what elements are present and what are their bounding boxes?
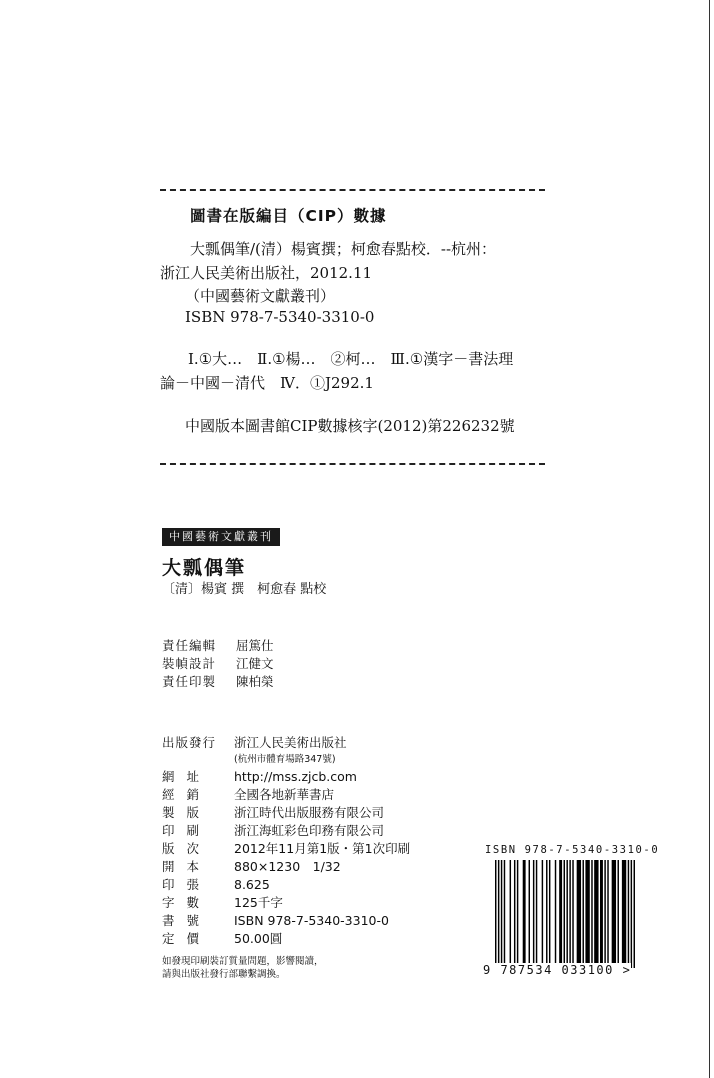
credit-value: 屈篤仕 [236, 638, 274, 653]
barcode-bar [583, 860, 584, 968]
barcode-bar [555, 860, 556, 968]
pub-detail-value: ISBN 978-7-5340-3310-0 [234, 913, 389, 928]
barcode-bar [498, 860, 499, 968]
barcode-bar [591, 860, 592, 968]
barcode-bar [618, 860, 619, 968]
barcode-bar [523, 860, 526, 968]
publisher-label: 出版發行 [162, 735, 217, 750]
pub-detail-row [162, 929, 282, 947]
notice-line: 請與出版社發行部聯繫調換。 [162, 969, 286, 980]
series-label: 中國藝術文獻叢刊 [162, 528, 280, 546]
credit-row [162, 672, 274, 690]
barcode-bar [529, 860, 530, 968]
barcode-bar [594, 860, 598, 968]
barcode-bar [572, 860, 573, 968]
cip-line-2: 浙江人民美術出版社，2012.11 [160, 264, 373, 282]
quality-notice [162, 955, 324, 981]
pub-detail-row [162, 893, 283, 911]
pub-detail-value: 125千字 [234, 895, 283, 910]
cip-line-4: ISBN 978-7-5340-3310-0 [185, 308, 375, 326]
cip-line-5: Ⅰ.①大… Ⅱ.①楊… ②柯… Ⅲ.①漢字－書法理 [188, 350, 514, 368]
pub-detail-label: 印刷 [162, 823, 212, 838]
barcode-graphic [495, 860, 635, 968]
pub-detail-row [162, 875, 270, 893]
pub-detail-label: 書號 [162, 913, 212, 928]
pub-detail-label: 定價 [162, 931, 212, 946]
barcode-bar [533, 860, 534, 968]
page-edge-line [709, 0, 710, 1078]
credit-row [162, 636, 274, 654]
barcode-digits: 9 787534 033100 > [483, 963, 632, 977]
credit-label: 責任印製 [162, 674, 217, 689]
cip-line-6: 論－中國－清代 Ⅳ．①J292.1 [160, 374, 374, 392]
barcode-bar [634, 860, 635, 968]
credit-value: 陳柏榮 [236, 674, 274, 689]
pub-detail-row [162, 839, 410, 857]
pub-detail-row [162, 767, 357, 785]
pub-detail-value: 浙江海虹彩色印務有限公司 [234, 823, 385, 838]
barcode-bar [622, 860, 626, 968]
pub-detail-label: 經銷 [162, 787, 212, 802]
pub-detail-label: 開本 [162, 859, 212, 874]
pub-detail-value: 880×1230 1/32 [234, 859, 341, 874]
barcode-bar [542, 860, 543, 968]
pub-detail-row [162, 803, 384, 821]
barcode-bar [546, 860, 547, 968]
barcode-bar [495, 860, 496, 968]
pub-detail-label: 製版 [162, 805, 212, 820]
credit-row [162, 654, 274, 672]
pub-detail-value: 浙江時代出版服務有限公司 [234, 805, 385, 820]
pub-detail-row [162, 857, 341, 875]
pub-detail-row [162, 821, 384, 839]
publisher-row [162, 733, 347, 751]
barcode-bar [631, 860, 632, 968]
book-title: 大瓢偶筆 [162, 557, 247, 579]
pub-detail-label: 印張 [162, 877, 212, 892]
notice-line: 如發現印刷裝訂質量問題，影響閱讀， [162, 956, 324, 967]
pub-detail-row [162, 911, 389, 929]
cip-bottom-divider [160, 463, 545, 465]
barcode-bar [559, 860, 562, 968]
cip-line-7: 中國版本圖書館CIP數據核字(2012)第226232號 [185, 417, 515, 435]
cip-title: 圖書在版編目（CIP）數據 [190, 207, 387, 225]
pub-detail-row [162, 785, 334, 803]
pub-detail-value: 2012年11月第1版・第1次印刷 [234, 841, 411, 856]
pub-detail-label: 字數 [162, 895, 212, 910]
pub-detail-label: 網址 [162, 769, 212, 784]
barcode-bar [612, 860, 616, 968]
barcode-bar [607, 860, 608, 968]
barcode-bar [504, 860, 505, 968]
barcode-bar [536, 860, 537, 968]
cip-line-1: 大瓢偶筆/(清）楊賓撰；柯愈春點校．--杭州： [190, 240, 497, 258]
publisher-address: (杭州市體育場路347號) [234, 754, 336, 765]
barcode-bar [604, 860, 605, 968]
pub-detail-value: 8.625 [234, 877, 270, 892]
barcode-bar [517, 860, 518, 968]
barcode-bar [501, 860, 502, 968]
credit-label: 裝幀設計 [162, 656, 217, 671]
pub-detail-value: 50.00圓 [234, 931, 283, 946]
barcode-bar [569, 860, 570, 968]
pub-detail-value: 全國各地新華書店 [234, 787, 335, 802]
barcode-bar [566, 860, 567, 968]
pub-detail-label: 版次 [162, 841, 212, 856]
barcode-bar [510, 860, 511, 968]
barcode-bar [564, 860, 565, 968]
cip-line-3: （中國藝術文獻叢刊） [185, 287, 336, 305]
barcode-bar [514, 860, 515, 968]
book-authors: 〔清〕楊賓 撰 柯愈春 點校 [162, 582, 327, 597]
barcode-bar [585, 860, 589, 968]
barcode-bar [549, 860, 550, 968]
barcode-isbn-text: ISBN 978-7-5340-3310-0 [485, 844, 660, 856]
cip-top-divider [160, 189, 545, 191]
website-link[interactable]: http://mss.zjcb.com [234, 769, 357, 784]
credit-value: 江健文 [236, 656, 274, 671]
barcode-bar [600, 860, 603, 968]
publisher-name: 浙江人民美術出版社 [234, 735, 347, 750]
barcode-bar [577, 860, 581, 968]
credit-label: 責任編輯 [162, 638, 217, 653]
barcode-bar [628, 860, 629, 968]
